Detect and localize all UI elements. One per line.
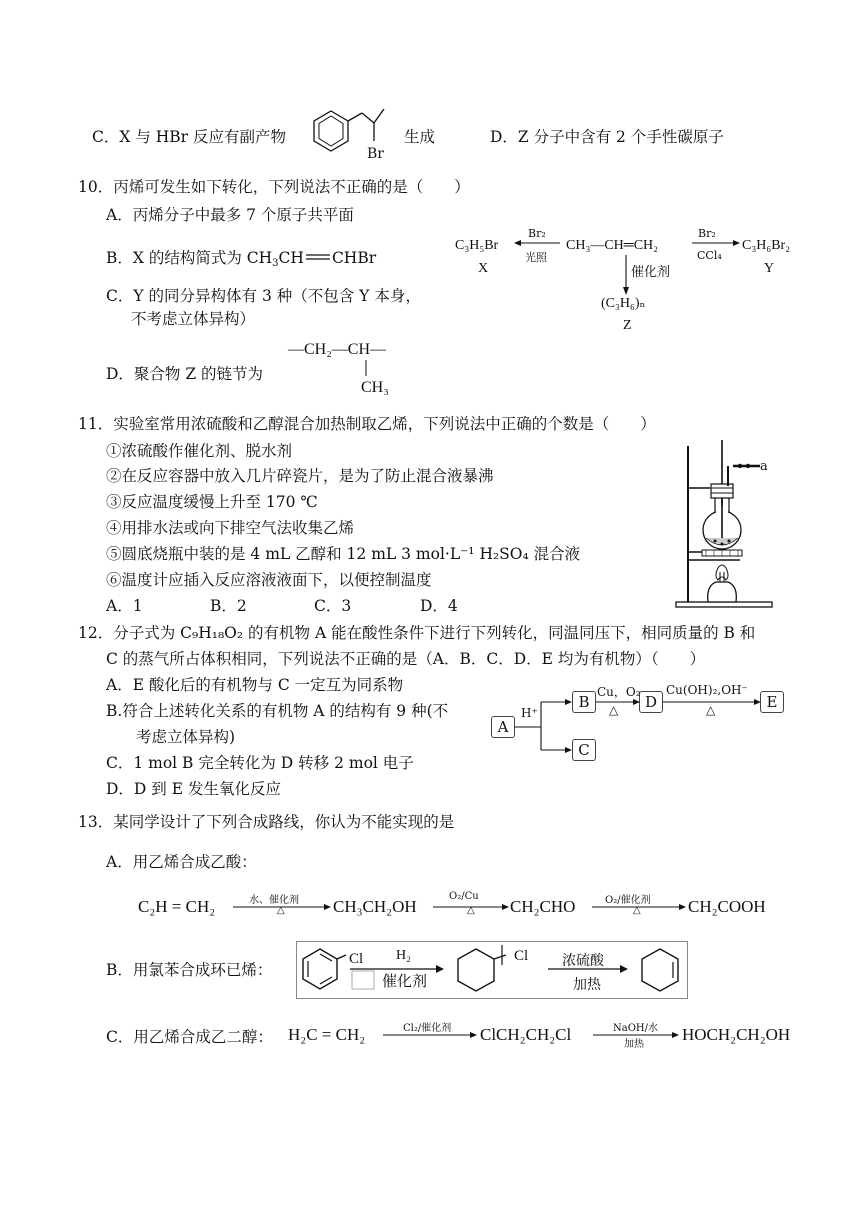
q10-option-c-line2: 不考虑立体异构）	[131, 310, 256, 328]
q11-option-a: A．1	[106, 597, 143, 615]
q11-option-c: C．3	[314, 597, 352, 615]
q10-chain-branch	[364, 360, 368, 378]
q13c-arrow-1	[383, 1030, 477, 1040]
q12-box-d: D	[639, 691, 663, 713]
q10-option-c-line1: C．Y 的同分异构体有 3 种（不包含 Y 本身，	[106, 287, 421, 305]
q13b-heat: 加热	[573, 977, 601, 993]
q13a-s1: C₂H = CH₂	[138, 897, 216, 916]
q13c-s1: H₂C = CH₂	[288, 1025, 366, 1044]
q12-option-a: A．E 酸化后的有机物与 C 一定互为同系物	[106, 676, 404, 694]
q13a-c1: 水、催化剂	[249, 895, 299, 906]
q10-arrow-left	[514, 238, 562, 248]
q13c-s2: ClCH₂CH₂Cl	[480, 1025, 572, 1044]
q10-stem: 10．丙烯可发生如下转化，下列说法不正确的是（ ）	[78, 178, 470, 196]
q9-option-d: D．Z 分子中含有 2 个手性碳原子	[490, 128, 724, 146]
q13b-catalyst: 催化剂	[382, 972, 428, 990]
q10-br2-left: Br₂	[528, 227, 546, 240]
q12-stem-line2: C 的蒸气所占体积相同，下列说法不正确的是（A．B．C．D．E 均为有机物）（ ）	[106, 650, 706, 668]
q13a-s4: CH₂COOH	[688, 897, 766, 916]
q11-item-5: ⑤圆底烧瓶中装的是 4 mL 乙醇和 12 mL 3 mol·L⁻¹ H₂SO₄ 混合液	[106, 545, 581, 563]
q13b-h2: H₂	[396, 948, 411, 963]
q11-item-4: ④用排水法或向下排空气法收集乙烯	[106, 519, 355, 537]
q13a-d1: △	[277, 905, 285, 916]
q13-stem: 13．某同学设计了下列合成路线，你认为不能实现的是	[78, 813, 455, 831]
q13c-s3: HOCH₂CH₂OH	[682, 1025, 791, 1044]
q13b-cl-2: Cl	[514, 948, 529, 964]
q13a-d3: △	[633, 905, 641, 916]
q12-box-e: E	[760, 691, 784, 713]
q10-light: 光照	[525, 251, 547, 264]
q12-delta-2: △	[706, 703, 716, 717]
q10-catalyst: 催化剂	[631, 265, 671, 280]
q12-h-plus: H⁺	[521, 706, 538, 720]
q11-stem: 11．实验室常用浓硫酸和乙醇混合加热制取乙烯，下列说法中正确的个数是（ ）	[78, 415, 656, 433]
q13-option-c-label: C．用乙烯合成乙二醇：	[106, 1028, 273, 1046]
q13b-cl-1: Cl	[349, 951, 364, 967]
q10-z-label: Z	[623, 318, 632, 333]
q12-option-d: D．D 到 E 发生氧化反应	[106, 780, 281, 798]
q10-z-formula: (C₃H₆)ₙ	[601, 296, 646, 311]
q12-box-c: C	[572, 739, 596, 761]
q9-option-c-end: 生成	[404, 128, 436, 146]
q9-option-c-text: C．X 与 HBr 反应有副产物	[92, 128, 286, 146]
q13c-c2b: 加热	[624, 1039, 644, 1050]
q13c-c1: Cl₂/催化剂	[403, 1023, 452, 1034]
q12-option-b-line1: B.符合上述转化关系的有机物 A 的结构有 9 种(不	[106, 702, 449, 720]
q10-y-formula: C₃H₆Br₂	[742, 238, 791, 253]
q10-option-b: B．X 的结构简式为 $CH_3CH$ CHBr	[106, 249, 377, 269]
q10-chain-ch3: CH₃	[361, 379, 389, 396]
q10-ccl4: CCl₄	[697, 249, 722, 262]
q10-br2-right: Br₂	[698, 227, 716, 240]
q11-item-1: ①浓硫酸作催化剂、脱水剂	[106, 442, 293, 460]
q11-item-6: ⑥温度计应插入反应溶液液面下，以便控制温度	[106, 571, 432, 589]
q11-option-d: D．4	[420, 597, 458, 615]
q10-x-formula: C₃H₅Br	[455, 238, 499, 253]
q13a-c2: O₂/Cu	[449, 891, 479, 902]
q12-delta-1: △	[609, 703, 619, 717]
q12-stem-line1: 12．分子式为 C₉H₁₈O₂ 的有机物 A 能在酸性条件下进行下列转化，同温同压下，相同质量的 B 和	[78, 624, 756, 642]
q11-option-b: B．2	[210, 597, 247, 615]
q12-box-b: B	[572, 691, 596, 713]
q10-option-a: A．丙烯分子中最多 7 个原子共平面	[106, 206, 354, 224]
q12-box-a: A	[491, 716, 515, 738]
q10-arrow-right	[690, 238, 740, 248]
q10-x-label: X	[478, 261, 489, 276]
q12-option-b-line2: 考虑立体异构)	[136, 728, 236, 746]
q10-option-d: D．聚合物 Z 的链节为	[106, 365, 264, 383]
apparatus-label-a: a	[760, 459, 768, 474]
q10-chain-unit: —CH₂—CH—	[288, 341, 387, 358]
q13a-s3: CH₂CHO	[510, 897, 576, 916]
q10-propene: CH₃—CH═CH₂	[566, 238, 659, 253]
q13c-c2: NaOH/水	[613, 1023, 658, 1034]
q13b-acid: 浓硫酸	[562, 953, 604, 969]
q13-option-b-label: B．用氯苯合成环已烯：	[106, 961, 273, 979]
q13a-s2: CH₃CH₂OH	[333, 897, 417, 916]
q13a-d2: △	[467, 905, 475, 916]
q10-arrow-down	[621, 255, 631, 295]
q12-cu-o2: Cu，O₂	[597, 685, 641, 699]
q13a-c3: O₂/催化剂	[605, 895, 651, 906]
q12-cu-oh: Cu(OH)₂,OH⁻	[666, 683, 748, 697]
q13-option-a-label: A．用乙烯合成乙酸：	[106, 853, 257, 871]
q10-y-label: Y	[764, 261, 775, 276]
q12-option-c: C．1 mol B 完全转化为 D 转移 2 mol 电子	[106, 754, 414, 772]
q11-item-3: ③反应温度缓慢上升至 170 ℃	[106, 493, 318, 511]
q11-item-2: ②在反应容器中放入几片碎瓷片，是为了防止混合液暴沸	[106, 467, 494, 485]
q9-br-label: Br	[367, 146, 384, 162]
